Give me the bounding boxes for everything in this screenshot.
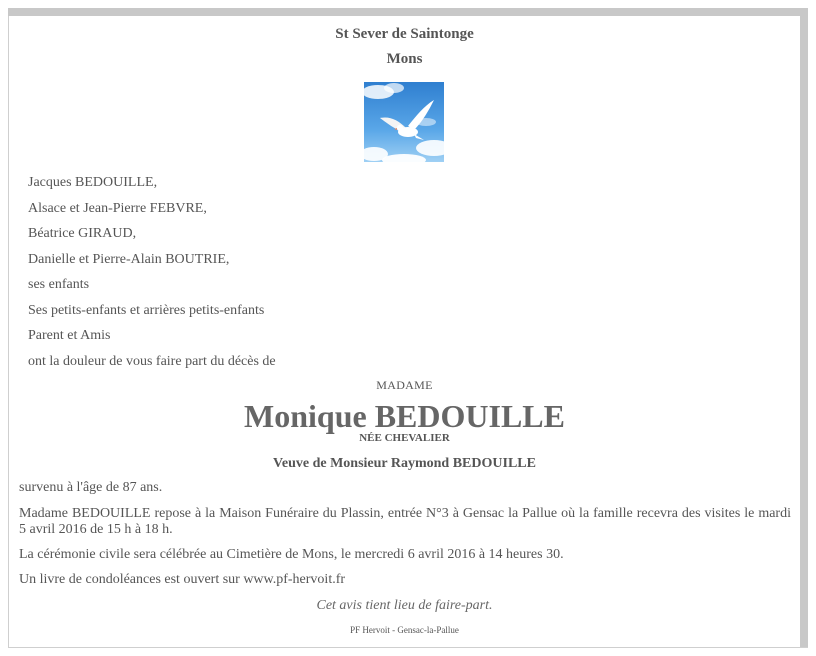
family-line: Alsace et Jean-Pierre FEBVRE,: [28, 200, 207, 216]
footer-signature: PF Hervoit - Gensac-la-Pallue: [350, 625, 459, 635]
family-line: ses enfants: [28, 277, 90, 292]
family-line: Jacques BEDOUILLE,: [28, 175, 158, 190]
closing-note: Cet avis tient lieu de faire-part.: [316, 598, 493, 613]
frame-border-bottom: [8, 647, 808, 648]
family-line: Parent et Amis: [28, 328, 111, 343]
family-line: Béatrice GIRAUD,: [28, 226, 137, 241]
ceremony-paragraph: La cérémonie civile sera célébrée au Cimetière de Mons, le mercredi 6 avril 2016 à 14 heures 30.: [19, 547, 564, 562]
widow-of: Veuve de Monsieur Raymond BEDOUILLE: [273, 456, 536, 471]
condolences-paragraph: Un livre de condoléances est ouvert sur www.pf-hervoit.fr: [19, 572, 346, 587]
deceased-title: MADAME: [376, 378, 433, 392]
maiden-name: NÉE CHEVALIER: [359, 432, 450, 444]
age-paragraph: survenu à l'âge de 87 ans.: [19, 480, 163, 495]
place-line-1: St Sever de Saintonge: [335, 26, 474, 42]
frame-border-top: [8, 8, 808, 16]
place-line-2: Mons: [386, 51, 423, 67]
dove-icon: [364, 82, 444, 162]
obituary-notice: [9, 16, 800, 647]
family-list: [28, 174, 628, 378]
family-line: ont la douleur de vous faire part du décès de: [28, 353, 276, 369]
frame-border-right: [800, 8, 808, 648]
family-line: Ses petits-enfants et arrières petits-enfants: [28, 302, 265, 318]
visit-paragraph: Madame BEDOUILLE repose à la Maison Funéraire du Plassin, entrée N°3 à Gensac la Pallue où la famille recevra des visites le mardi 5 avril 2016 de 15 h à 18 h.: [19, 506, 791, 537]
family-line: Danielle et Pierre-Alain BOUTRIE,: [28, 251, 230, 267]
deceased-name: Monique BEDOUILLE: [244, 398, 565, 434]
